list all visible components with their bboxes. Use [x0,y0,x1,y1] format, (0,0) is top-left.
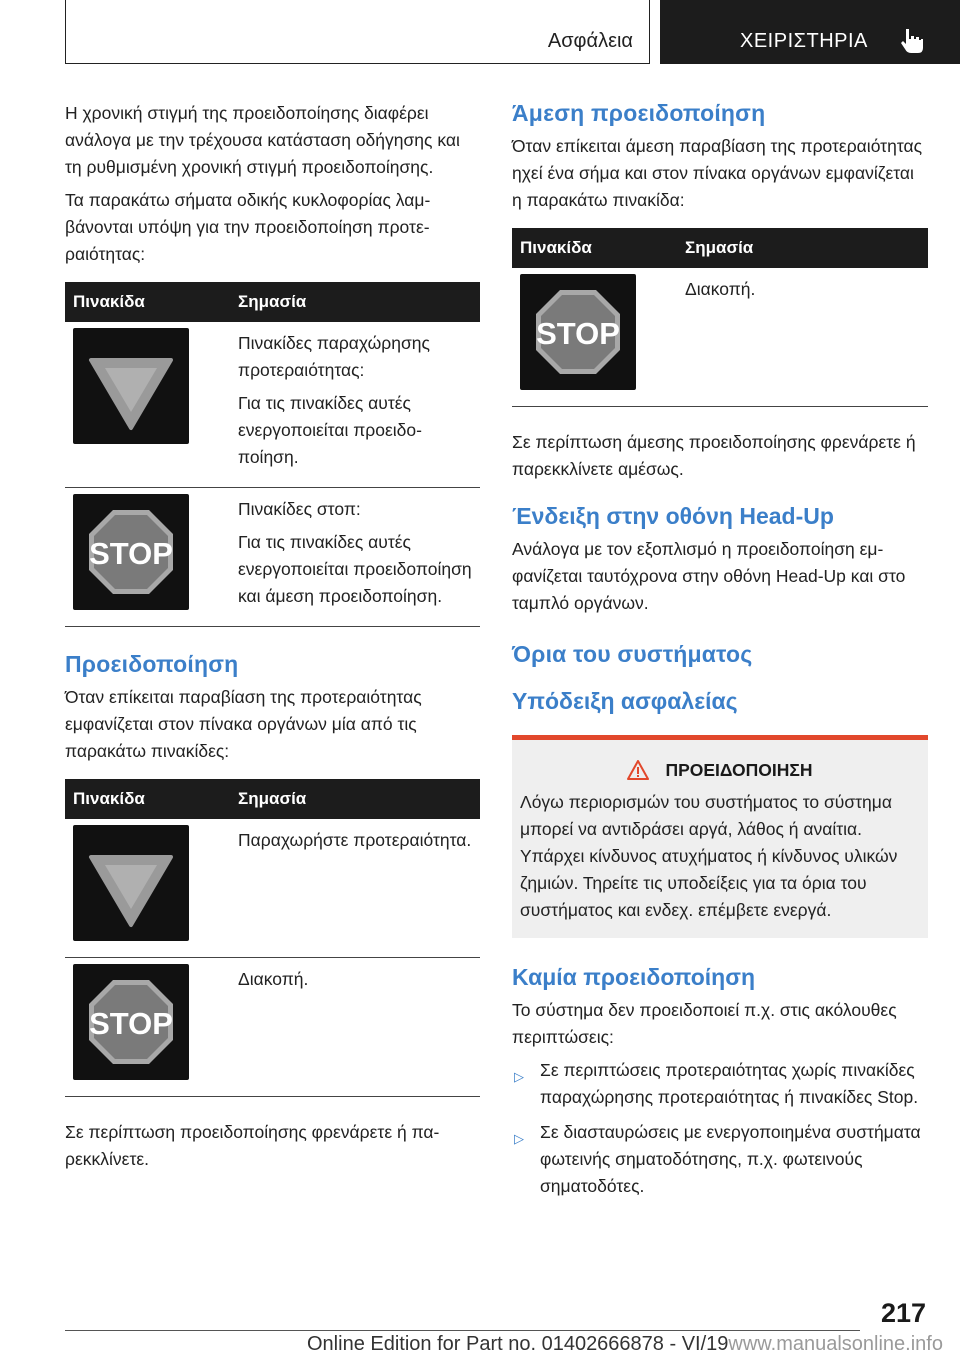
table-row [65,958,480,1097]
immediate-warning-paragraph: Όταν επίκειται άμεση παραβίαση της προτεραιότητας ηχεί ένα σήμα και στον πίνακα οργάνων εμφανίζεται η παρακάτω πινακίδα: [512,136,923,210]
no-warning-list [512,1057,928,1200]
table-row [65,488,480,627]
stop-sign-icon [73,494,189,610]
header-section-title: Ασφάλεια [547,30,633,52]
warning-triangle-icon [627,760,649,780]
yield-sign-icon [73,825,189,941]
warning-box-text: Λόγω περιορισμών του συστήματος το σύστημα μπορεί να αντιδράσει αργά, λάθος ή αναίτια. Υπάρχει κίνδυνος ατυχήματος ή κίνδυνος υλικών ζημιών. Τηρείτε τις υποδείξεις για τα όρια του συστήματος και ενδεχ. επέμβετε ενεργά. [520,792,898,920]
table-header-sign: Πινακίδα [65,779,230,819]
header-chapter-tab[interactable] [660,0,960,64]
table-header-meaning: Σημασία [677,228,928,268]
no-warning-heading: Καμία προειδοποίηση [512,964,756,990]
header-chapter-title: ΧΕΙΡΙΣΤΗΡΙΑ [740,30,868,52]
safety-note-heading: Υπόδειξη ασφαλείας [512,688,738,714]
table-header-sign: Πινακίδα [512,228,677,268]
right-column [512,100,928,1208]
list-item: ▷ Σε περιπτώσεις προτεραιότητας χωρίς πινακίδες παραχώρησης προτεραιότητας ή πινακίδες Stop. [514,1060,919,1107]
footer-edition [307,1333,943,1356]
warning-outro: Σε περίπτωση προειδοποίησης φρενάρετε ή παρεκκλίνετε. [65,1122,440,1169]
hud-paragraph: Ανάλογα με τον εξοπλισμό η προειδοποίηση εμφανίζεται ταυτόχρονα στην οθόνη Head-Up και στο ταμπλό οργάνων. [512,539,906,613]
table-row [65,322,480,488]
hand-pointer-icon [897,26,927,56]
svg-text:STOP: STOP [536,316,620,351]
table-header-meaning: Σημασία [230,282,480,322]
table-row [65,819,480,958]
bullet-triangle-icon: ▷ [514,1131,524,1146]
immediate-warning-heading: Άμεση προειδοποίηση [512,100,766,126]
row-meaning-text: Για τις πινακίδες αυτές ενεργοποιείται προειδοποίηση. [238,393,422,467]
warning-heading: Προειδοποίηση [65,651,239,677]
bullet-triangle-icon: ▷ [514,1069,524,1084]
row-meaning-text: Για τις πινακίδες αυτές ενεργοποιείται προειδοποίηση και άμεση προειδοποίηση. [238,532,472,606]
hud-heading: Ένδειξη στην οθόνη Head-Up [512,503,834,529]
intro-paragraph-1: Η χρονική στιγμή της προειδοποίησης διαφέρει ανάλογα με την τρέχουσα κατάσταση οδήγησης και τη ρυθμισμένη χρονική στιγμή προειδοποίησης. [65,103,460,177]
stop-sign-icon [520,274,636,390]
no-warning-paragraph: Το σύστημα δεν προειδοποιεί π.χ. στις ακόλουθες περιπτώσεις: [512,1000,897,1047]
immediate-signs-table [512,228,928,407]
row-meaning-text: Διακοπή. [685,279,756,299]
table-row [512,268,928,407]
warning-signs-table [65,779,480,1097]
row-meaning-text: Παραχωρήστε προτεραιότητα. [238,830,472,850]
table-header-meaning: Σημασία [230,779,480,819]
yield-sign-icon [73,328,189,444]
footer-edition-text: Online Edition for Part no. 01402666878 - VI/19 [307,1333,729,1355]
svg-text:STOP: STOP [89,1006,173,1041]
row-meaning-text: Διακοπή. [238,969,309,989]
table-header-sign: Πινακίδα [65,282,230,322]
row-meaning-title: Πινακίδες στοπ: [238,499,361,519]
warning-box [512,735,928,938]
priority-signs-table [65,282,480,627]
row-meaning-title: Πινακίδες παραχώρησης προτεραιότητας: [238,333,430,380]
intro-paragraph-2: Τα παρακάτω σήματα οδικής κυκλοφορίας λαμβάνονται υπόψη για την προειδοποίηση προτεραιότητας: [65,190,431,264]
page-number: 217 [880,1298,926,1328]
svg-text:STOP: STOP [89,536,173,571]
immediate-outro: Σε περίπτωση άμεσης προειδοποίησης φρενάρετε ή παρεκκλίνετε αμέσως. [512,432,916,479]
warning-paragraph: Όταν επίκειται παραβίαση της προτεραιότητας εμφανίζεται στον πίνακα οργάνων μία από τις παρακάτω πινακίδες: [65,687,422,761]
list-item: ▷ Σε διασταυρώσεις με ενεργοποιημένα συστήματα φωτεινής σηματοδότησης, π.χ. φωτεινούς σηματοδότες. [514,1122,921,1196]
system-limits-heading: Όρια του συστήματος [512,641,753,667]
left-column [65,100,480,1179]
header-section-box [65,0,650,64]
footer-divider [65,1330,860,1331]
stop-sign-icon [73,964,189,1080]
warning-box-title: ΠΡΟΕΙΔΟΠΟΙΗΣΗ [665,760,813,780]
footer-watermark: www.manualsonline.info [728,1333,943,1355]
